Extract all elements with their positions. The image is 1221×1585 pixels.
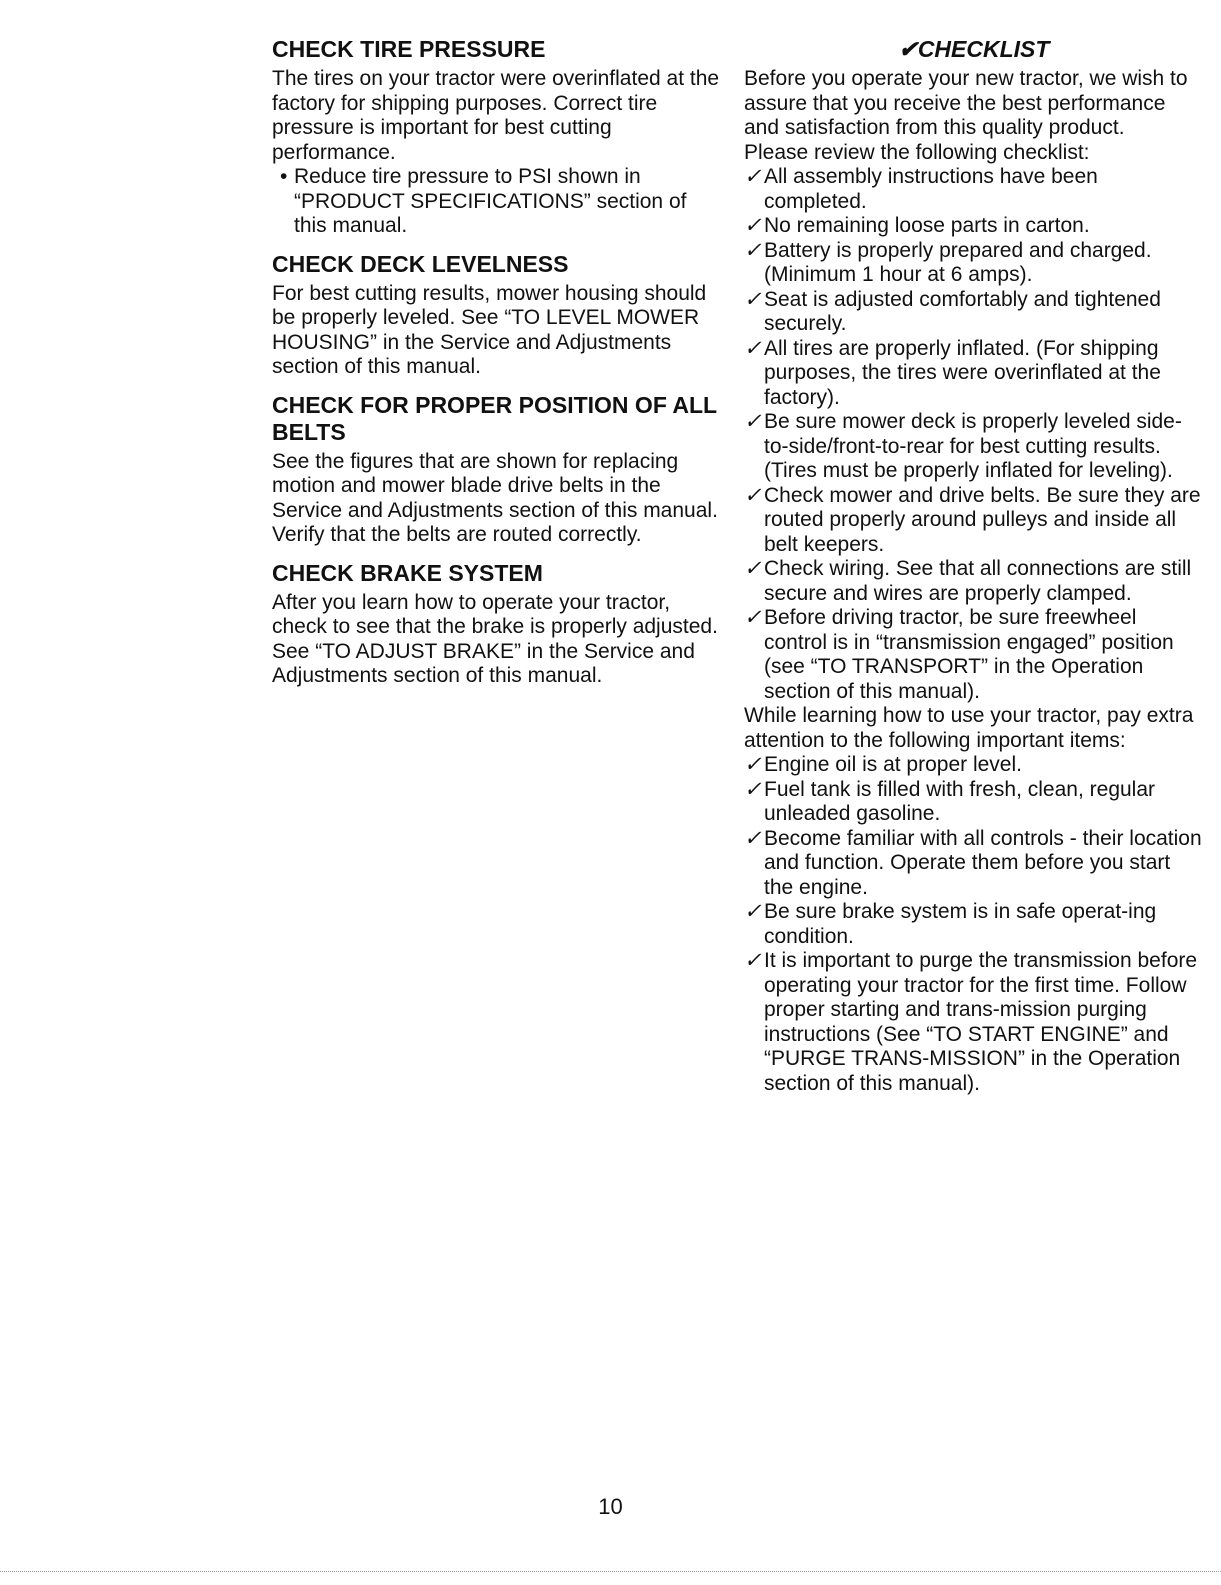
tire-pressure-bullet-text: Reduce tire pressure to PSI shown in “PRODUCT SPECIFICATIONS” section of this manual. [294,165,687,237]
tire-pressure-bullet [272,165,720,239]
left-column [272,36,720,689]
deck-levelness-text: For best cutting results, mower housing should be properly leveled. See “TO LEVEL MOWER HOUSING” in the Service and Adjustments section of this manual. [272,281,707,378]
checklist-item: ✓ All assembly instructions have been completed. [744,165,1098,213]
checklist-item: ✓ Before driving tractor, be sure freewheel control is in “transmission engaged” position (see “TO TRANSPORT” in the Operation section of this manual). [744,606,1174,703]
check-icon: ✓ [744,777,762,801]
checklist-item: ✓ Be sure brake system is in safe operat-ing condition. [744,900,1157,948]
brake-system-heading: CHECK BRAKE SYSTEM [272,559,543,586]
check-icon: ✓ [744,287,762,311]
check-icon: ✓ [744,557,762,580]
check-icon: ✓ [744,606,762,629]
check-icon: ✓ [744,238,762,262]
checklist-item: ✓ Become familiar with all controls - their location and function. Operate them before you start the engine. [744,826,1202,899]
bullet-dot: • [280,165,288,188]
check-icon: ✓ [744,410,762,433]
checklist-item: ✓ Seat is adjusted comfortably and tightened securely. [744,287,1161,335]
right-column [744,36,1204,1096]
tire-pressure-text: The tires on your tractor were overinflated at the factory for shipping purposes. Correct tire pressure is important for best cutting performance. [272,67,720,164]
page-number: 10 [598,1494,623,1519]
checklist-review-line: Please review the following checklist: [744,140,1090,164]
checklist-item: ✓ Check mower and drive belts. Be sure they are routed properly around pulleys and inside all belt keepers. [744,483,1201,556]
checklist-item: ✓ Engine oil is at proper level. [744,753,1022,776]
bottom-divider [0,1571,1221,1572]
check-icon: ✓ [744,900,762,923]
checklist-item: ✓ Be sure mower deck is properly leveled side-to-side/front-to-rear for best cutting results. (Tires must be properly inflated for leveling). [744,410,1182,482]
deck-levelness-heading: CHECK DECK LEVELNESS [272,250,569,277]
checklist-title: ✔CHECKLIST [898,36,1050,62]
check-icon: ✓ [744,214,762,237]
check-icon: ✓ [744,165,762,188]
check-icon: ✓ [744,753,762,776]
checklist-item: ✓ Battery is properly prepared and charged. (Minimum 1 hour at 6 amps). [744,238,1152,286]
check-icon: ✓ [744,483,762,507]
belts-heading: CHECK FOR PROPER POSITION OF ALL BELTS [272,391,717,445]
checklist-item: ✓ Fuel tank is filled with fresh, clean, regular unleaded gasoline. [744,777,1156,825]
checklist-item: ✓ No remaining loose parts in carton. [744,214,1090,237]
checklist-while-learning: While learning how to use your tractor, pay extra attention to the following important items: [744,704,1194,752]
check-icon: ✓ [744,826,762,850]
checklist-intro: Before you operate your new tractor, we wish to assure that you receive the best performance and satisfaction from this quality product. [744,67,1188,139]
checklist-item: ✓ All tires are properly inflated. (For shipping purposes, the tires were overinflated at the factory). [744,336,1161,409]
check-icon: ✓ [744,336,762,360]
tire-pressure-heading: CHECK TIRE PRESSURE [272,36,546,62]
checklist-item: ✓ It is important to purge the transmission before operating your tractor for the first time. Follow proper starting and trans-mission purging instructions (See “TO START ENGINE” and “PURGE TRANS-MISSION” in the Operation section of this manual). [744,949,1198,1095]
brake-system-text: After you learn how to operate your tractor, check to see that the brake is properly adjusted. See “TO ADJUST BRAKE” in the Service and Adjustments section of this manual. [272,590,718,687]
belts-text: See the figures that are shown for replacing motion and mower blade drive belts in the Service and Adjustments section of this manual. Verify that the belts are routed correctly. [272,449,718,546]
check-icon: ✓ [744,949,762,972]
checklist-item: ✓ Check wiring. See that all connections are still secure and wires are properly clamped. [744,557,1192,605]
